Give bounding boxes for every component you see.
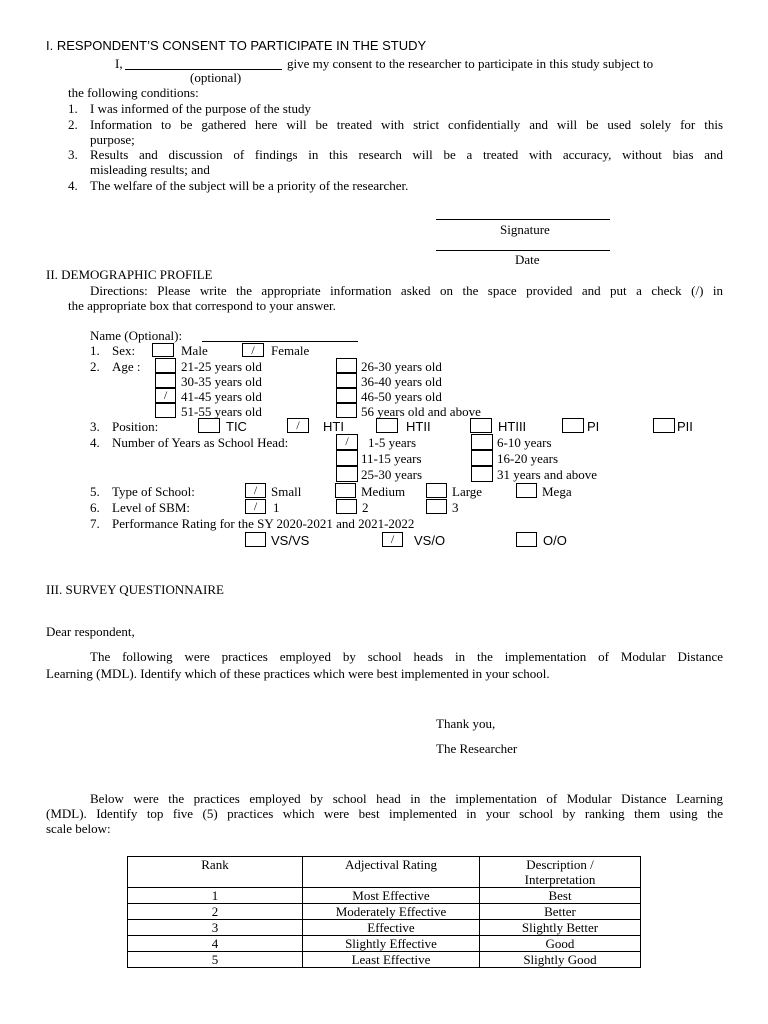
rank-cell: 1 (128, 888, 303, 904)
sex-option: Female (271, 343, 310, 358)
condition-text-cont: misleading results; and (90, 162, 210, 177)
years-head-checkbox[interactable] (336, 450, 358, 466)
age-checkbox[interactable] (336, 358, 357, 373)
condition-text: The welfare of the subject will be a priority of the researcher. (90, 178, 409, 193)
position-option: PII (677, 419, 693, 434)
sex-female-checkbox[interactable]: / (242, 343, 264, 357)
age-checkbox[interactable] (155, 358, 176, 373)
consent-intro-suffix: give my consent to the researcher to participate in this study subject to (287, 56, 654, 71)
years-head-label: Number of Years as School Head: (112, 435, 289, 450)
rating-scale-table (127, 856, 641, 968)
rating-cell: Slightly Effective (303, 936, 480, 952)
rating-cell: Most Effective (303, 888, 480, 904)
age-option: 36-40 years old (361, 374, 442, 389)
signature-label: Signature (500, 222, 550, 237)
rank-cell: 3 (128, 920, 303, 936)
description-header-line1: Description / (526, 857, 594, 872)
adjectival-rating-header: Adjectival Rating (303, 857, 480, 888)
rating-number: 7. (90, 516, 100, 531)
survey-paragraph: The following were practices employed by school heads in the implementation of Modular Distance (90, 649, 723, 664)
age-number: 2. (90, 359, 100, 374)
age-checkbox[interactable] (155, 373, 176, 388)
age-option: 56 years old and above (361, 404, 481, 419)
years-head-option: 1-5 years (368, 435, 417, 450)
years-head-checkbox[interactable]: / (336, 434, 358, 450)
rating-option: VS/O (414, 533, 446, 548)
school-type-checkbox[interactable]: / (245, 483, 266, 498)
description-cell: Good (480, 936, 641, 952)
table-row (128, 920, 641, 936)
sex-number: 1. (90, 343, 100, 358)
salutation: Dear respondent, (46, 624, 135, 639)
age-checkbox[interactable] (336, 388, 357, 403)
age-checkbox[interactable] (336, 373, 357, 388)
age-option: 26-30 years old (361, 359, 442, 374)
age-option: 41-45 years old (181, 389, 262, 404)
position-checkbox[interactable] (376, 418, 398, 433)
condition-text: I was informed of the purpose of the study (90, 101, 311, 116)
description-header (480, 857, 641, 888)
name-label: Name (Optional): (90, 328, 183, 343)
rank-cell: 2 (128, 904, 303, 920)
consent-intro-prefix: I, (115, 56, 123, 71)
rating-option: VS/VS (271, 533, 310, 548)
demographic-heading: II. DEMOGRAPHIC PROFILE (46, 267, 213, 282)
school-type-checkbox[interactable] (426, 483, 447, 498)
rating-option: O/O (543, 533, 567, 548)
age-option: 21-25 years old (181, 359, 262, 374)
position-option: HTI (323, 419, 344, 434)
ranking-paragraph-end: scale below: (46, 821, 111, 836)
school-type-option: Medium (361, 484, 406, 499)
years-head-checkbox[interactable] (336, 466, 358, 482)
years-head-option: 25-30 years (361, 467, 423, 482)
school-type-checkbox[interactable] (516, 483, 537, 498)
position-checkbox[interactable] (653, 418, 675, 433)
description-cell: Best (480, 888, 641, 904)
condition-text: Information to be gathered here will be treated with strict confidentially and will be used solely for this (90, 117, 723, 132)
description-cell: Slightly Better (480, 920, 641, 936)
directions-text-cont: the appropriate box that correspond to your answer. (68, 298, 336, 313)
sbm-label: Level of SBM: (112, 500, 190, 515)
rank-cell: 5 (128, 952, 303, 968)
optional-note: (optional) (190, 70, 242, 85)
sbm-checkbox[interactable]: / (245, 499, 266, 514)
years-head-option: 11-15 years (361, 451, 422, 466)
condition-text-cont: purpose; (90, 132, 135, 147)
sbm-option: 3 (452, 500, 459, 515)
position-option: TIC (226, 419, 247, 434)
school-type-label: Type of School: (112, 484, 195, 499)
rating-cell: Moderately Effective (303, 904, 480, 920)
ranking-paragraph-cont: (MDL). Identify top five (5) practices which were best implemented in your school by ranking them using the (46, 806, 723, 821)
sbm-number: 6. (90, 500, 100, 515)
description-cell: Slightly Good (480, 952, 641, 968)
position-checkbox[interactable] (562, 418, 584, 433)
table-row (128, 888, 641, 904)
condition-number: 2. (68, 117, 78, 132)
position-option: PI (587, 419, 600, 434)
survey-paragraph-cont: Learning (MDL). Identify which of these practices which were best implemented in your school. (46, 666, 550, 681)
table-header-row (128, 857, 641, 888)
position-option: HTIII (498, 419, 527, 434)
position-label: Position: (112, 419, 159, 434)
rating-cell: Least Effective (303, 952, 480, 968)
table-row (128, 952, 641, 968)
school-type-checkbox[interactable] (335, 483, 356, 498)
condition-text: Results and discussion of findings in this research will be a treated with accuracy, without bias and (90, 147, 723, 162)
age-option: 51-55 years old (181, 404, 262, 419)
ranking-paragraph: Below were the practices employed by school head in the implementation of Modular Distance Learning (90, 791, 723, 806)
years-head-checkbox[interactable] (471, 450, 493, 466)
rating-label: Performance Rating for the SY 2020-2021 and 2021-2022 (112, 516, 415, 531)
date-line[interactable] (436, 250, 610, 251)
school-type-number: 5. (90, 484, 100, 499)
position-checkbox[interactable] (198, 418, 220, 433)
school-type-option: Large (452, 484, 483, 499)
sex-male-checkbox[interactable] (152, 343, 174, 357)
years-head-number: 4. (90, 435, 100, 450)
years-head-checkbox[interactable] (471, 434, 493, 450)
sbm-option: 1 (273, 500, 280, 515)
rank-header: Rank (128, 857, 303, 888)
rank-cell: 4 (128, 936, 303, 952)
years-head-option: 16-20 years (497, 451, 559, 466)
survey-heading: III. SURVEY QUESTIONNAIRE (46, 582, 224, 597)
condition-number: 1. (68, 101, 78, 116)
position-checkbox[interactable]: / (287, 418, 309, 433)
condition-number: 3. (68, 147, 78, 162)
description-header-line2: Interpretation (524, 872, 596, 887)
rating-checkbox[interactable] (245, 532, 266, 547)
age-checkbox[interactable] (336, 403, 357, 418)
directions-text: Directions: Please write the appropriate information asked on the space provided and put a check (/) in (90, 283, 723, 298)
rating-checkbox[interactable]: / (382, 532, 403, 547)
sbm-checkbox[interactable] (426, 499, 447, 514)
rating-checkbox[interactable] (516, 532, 537, 547)
sbm-checkbox[interactable] (336, 499, 357, 514)
age-option: 30-35 years old (181, 374, 262, 389)
position-number: 3. (90, 419, 100, 434)
years-head-option: 6-10 years (497, 435, 552, 450)
school-type-option: Small (271, 484, 302, 499)
sbm-option: 2 (362, 500, 369, 515)
signature-line[interactable] (436, 219, 610, 220)
position-option: HTII (406, 419, 431, 434)
position-checkbox[interactable] (470, 418, 492, 433)
table-row (128, 904, 641, 920)
rating-cell: Effective (303, 920, 480, 936)
age-checkbox[interactable]: / (155, 388, 176, 403)
age-label: Age : (112, 359, 141, 374)
researcher-signoff: The Researcher (436, 741, 518, 756)
conditions-lead: the following conditions: (68, 85, 199, 100)
date-label: Date (515, 252, 540, 267)
table-row (128, 936, 641, 952)
condition-number: 4. (68, 178, 78, 193)
years-head-checkbox[interactable] (471, 466, 493, 482)
consent-heading: I. RESPONDENT’S CONSENT TO PARTICIPATE IN THE STUDY (46, 38, 427, 53)
age-checkbox[interactable] (155, 403, 176, 418)
school-type-option: Mega (542, 484, 572, 499)
years-head-option: 31 years and above (497, 467, 597, 482)
age-option: 46-50 years old (361, 389, 442, 404)
sex-label: Sex: (112, 343, 136, 358)
thank-you: Thank you, (436, 716, 496, 731)
description-cell: Better (480, 904, 641, 920)
name-input-line[interactable] (202, 341, 358, 342)
sex-option: Male (181, 343, 208, 358)
